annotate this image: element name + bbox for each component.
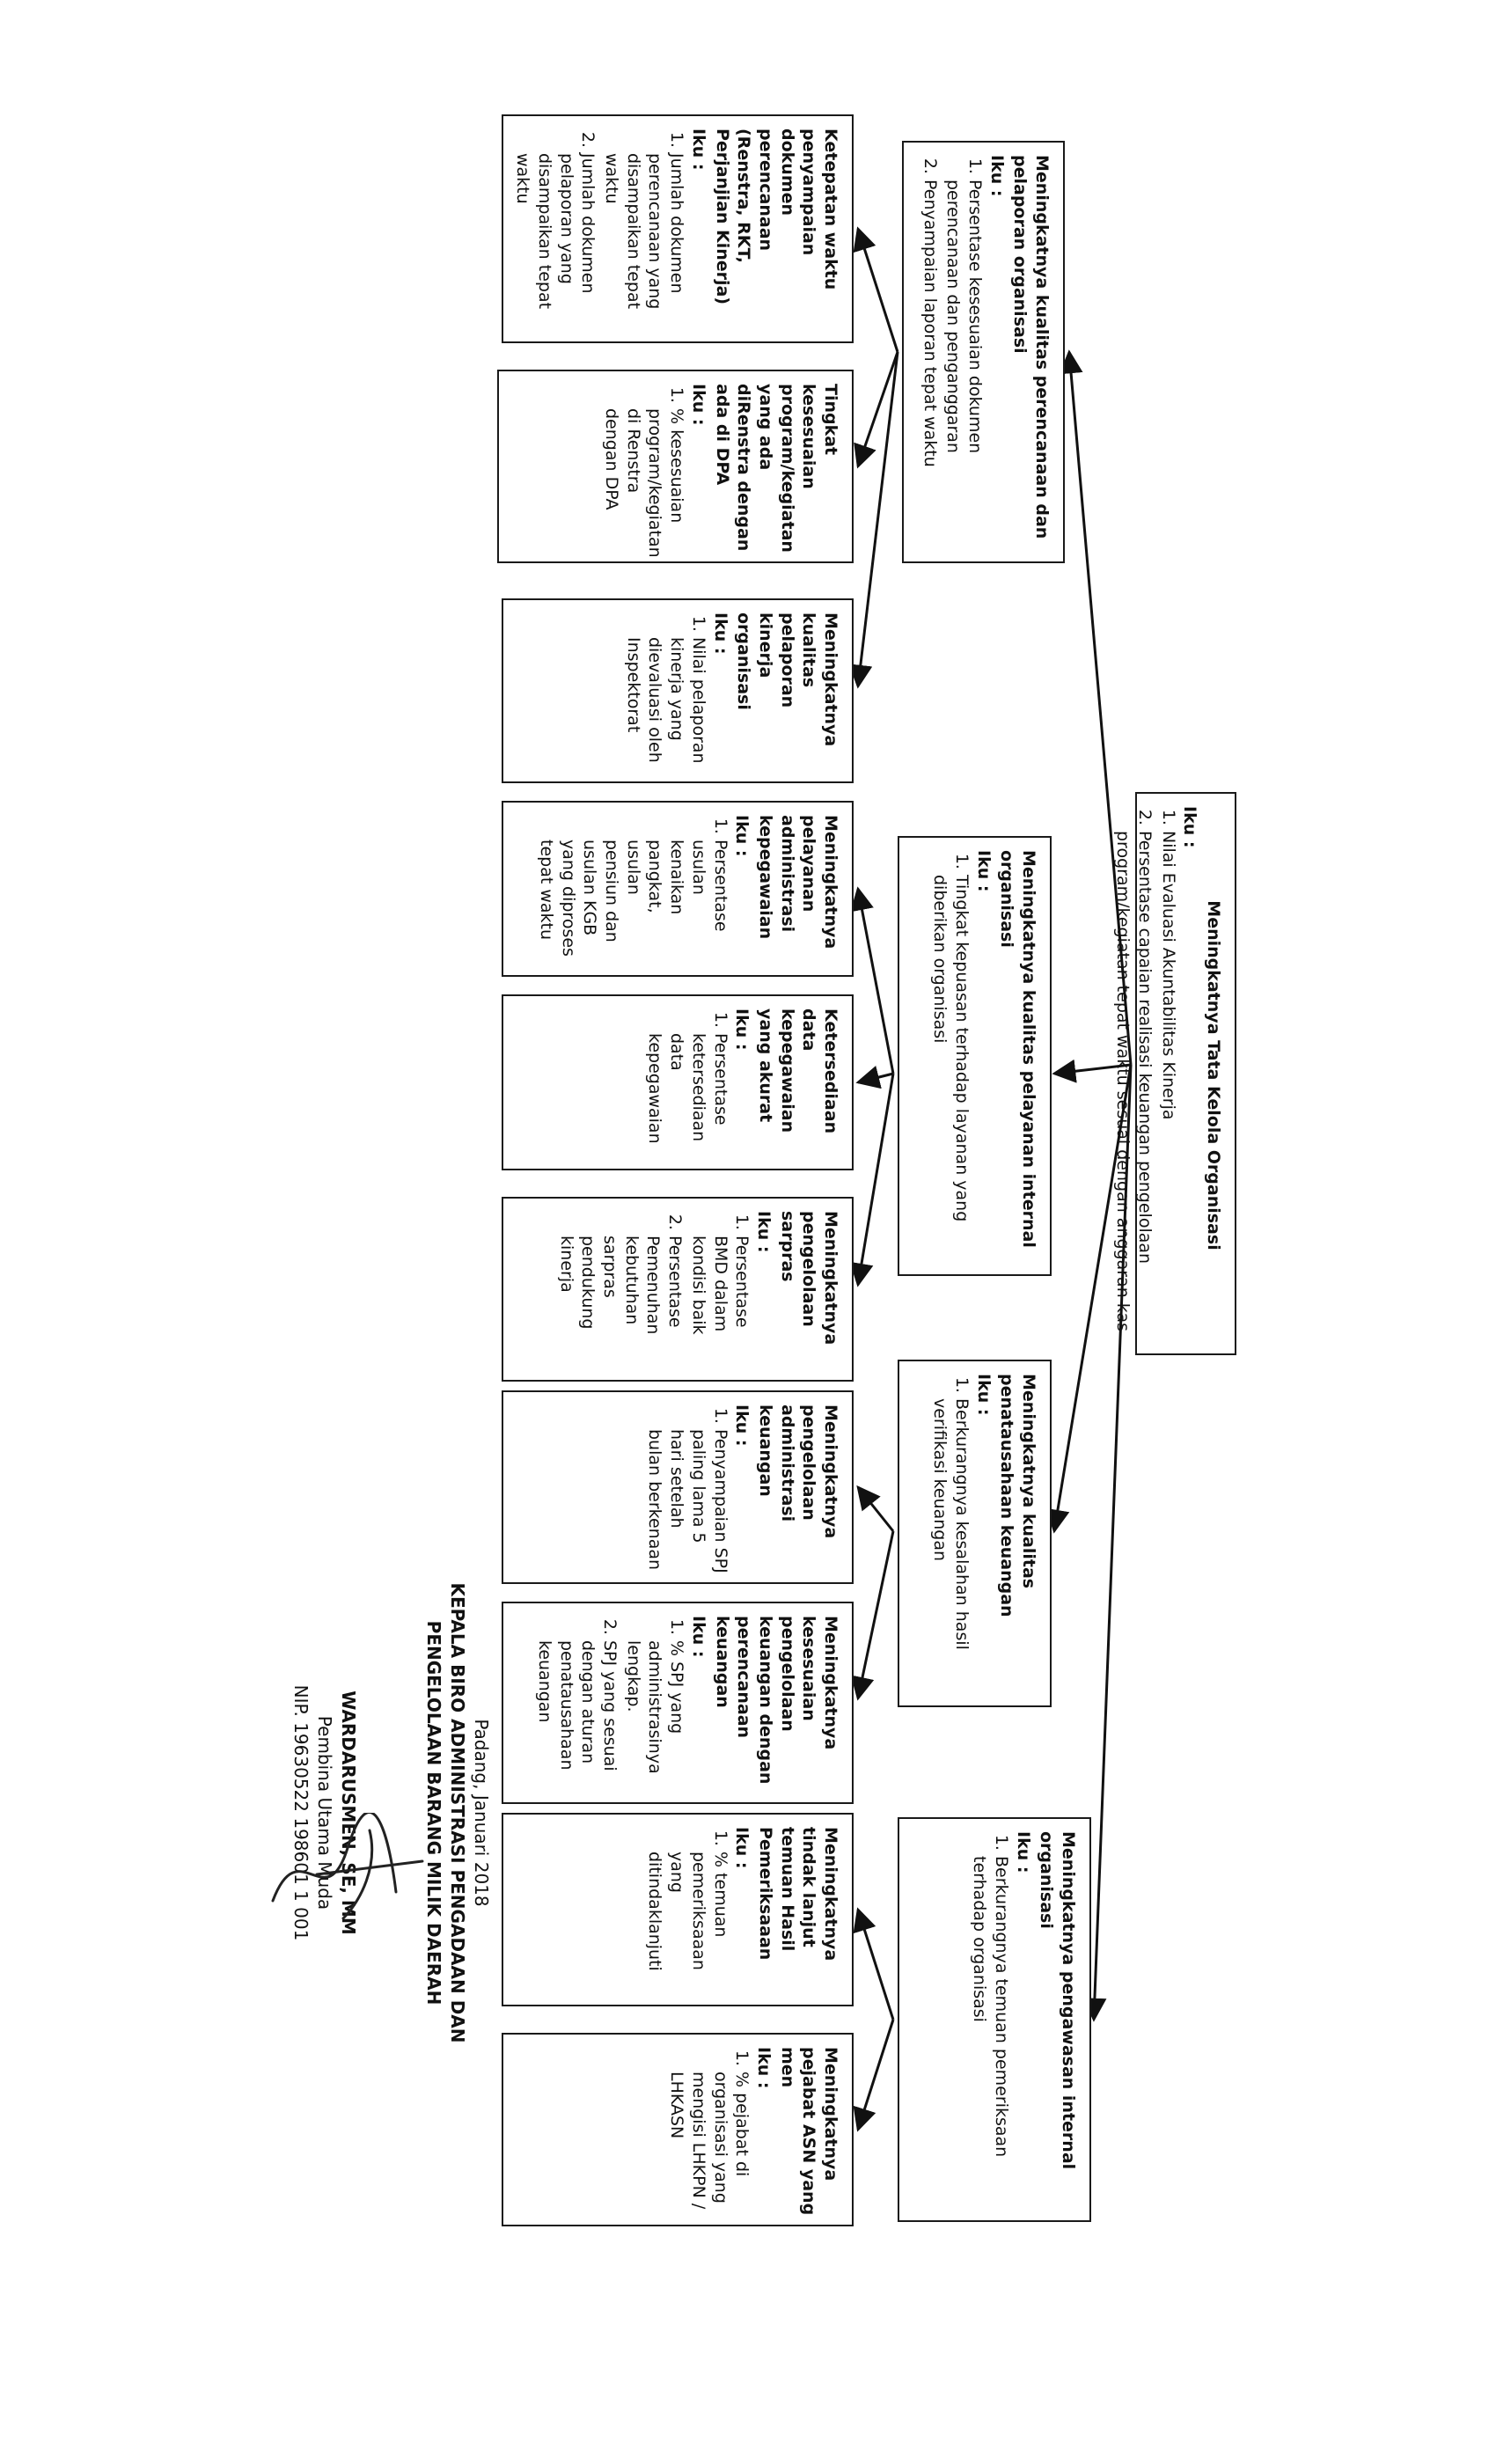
- root-iku-item: 2. Persentase capaian realisasi keuangan pengelolaan program/kegiatan tepat waktu sesuai dengan anggaran kas: [1112, 831, 1155, 1345]
- level3-iku-label: Iku :: [688, 128, 708, 171]
- arrow-keuangan-to-kesesuaian: [858, 1531, 893, 1698]
- arrow-pengawasan-to-tindaklanjut: [858, 1910, 893, 2020]
- level2-iku-label: Iku :: [1013, 1831, 1033, 1874]
- level3-box-pelaporan-kinerja: [502, 598, 854, 783]
- level3-iku-item: 1. Persentase usulan kenaikan pangkat, usulan pensiun dan usulan KGB yang diproses tepat waktu: [535, 840, 730, 966]
- level3-iku-item: 2. SPJ yang sesuai dengan aturan penatausahaan keuangan: [533, 1640, 620, 1793]
- level3-iku-list: [512, 128, 688, 333]
- level3-iku-list: [622, 612, 709, 773]
- level3-box-data-kepegawaian: [502, 994, 854, 1170]
- level2-iku-item: 1. Tingkat kepuasan terhadap layanan yang diberikan organisasi: [929, 875, 972, 1265]
- level3-iku-list: [600, 384, 687, 558]
- level2-iku-list: [929, 850, 972, 1265]
- level3-iku-list: [644, 1404, 731, 1573]
- level3-title: Meningkatnya tindak lanjut temuan Hasil Pemeriksaaan: [755, 1827, 840, 1962]
- level2-iku-label: Iku :: [973, 850, 994, 892]
- level2-title: Meningkatnya kualitas perencanaan dan pelaporan organisasi: [1010, 155, 1052, 539]
- level3-iku-label: Iku :: [688, 1616, 708, 1658]
- level3-title: Ketepatan waktu penyampaian dokumen perencanaan (Renstra, RKT, Perjanjian Kinerja): [712, 128, 840, 305]
- level3-title: Meningkatnya kualitas pelaporan kinerja organisasi: [734, 612, 840, 747]
- level3-box-administrasi-kepegawaian: [502, 801, 854, 977]
- signature-position-line1: KEPALA BIRO ADMINISTRASI PENGADAAN DAN: [447, 1582, 468, 2043]
- level3-iku-list: [533, 1616, 687, 1793]
- level2-iku-item: 2. Penyampaian laporan tepat waktu: [919, 180, 941, 553]
- root-iku-item: 1. Nilai Evaluasi Akuntabilitas Kinerja: [1157, 831, 1179, 1345]
- arrow-pelayanan-to-data: [858, 1074, 893, 1082]
- arrow-perencanaan-to-ketepatan: [858, 229, 898, 352]
- level3-title: Meningkatnya pengelolaan administrasi keuangan: [755, 1404, 840, 1539]
- root-title: Meningkatnya Tata Kelola Organisasi: [1204, 900, 1223, 1250]
- level3-iku-item: 1. % temuan pemeriksaaan yang ditindaklanjuti: [644, 1852, 731, 1996]
- level3-iku-item: 1. % pejabat di organisasi yang mengisi LHKPN / LHKASN: [666, 2072, 753, 2216]
- level2-iku-list: [929, 1374, 972, 1697]
- level3-iku-list: [644, 1827, 731, 1996]
- level3-iku-item: 1. Penyampaian SPJ paling lama 5 hari setelah bulan berkenaan: [644, 1429, 731, 1573]
- arrow-perencanaan-to-pelaporan: [858, 352, 898, 686]
- level2-box-pengawasan: [898, 1817, 1091, 2222]
- level2-iku-label: Iku :: [986, 155, 1007, 197]
- level3-iku-item: 1. Nilai pelaporan kinerja yang dievaluasi oleh Inspektorat: [622, 637, 709, 773]
- signature-rank: Pembina Utama Muda: [314, 1715, 335, 1910]
- level2-iku-item: 1. Berkurangnya kesalahan hasil verifikasi keuangan: [929, 1398, 972, 1697]
- handwritten-signature: [264, 1813, 440, 1927]
- level2-title: Meningkatnya kualitas penatausahaan keuangan: [997, 1374, 1038, 1617]
- level3-iku-label: Iku :: [732, 1404, 752, 1447]
- level3-iku-list: [535, 815, 730, 966]
- root-iku-list: [1112, 806, 1179, 1345]
- level3-title: Tingkat kesesuaian program/kegiatan yang ada diRenstra dengan ada di DPA: [712, 384, 840, 553]
- level3-box-ketepatan-waktu: [502, 114, 854, 343]
- level3-iku-item: 1. Jumlah dokumen perencanaan yang disampaikan tepat waktu: [600, 153, 687, 333]
- level3-iku-label: Iku :: [753, 2047, 774, 2089]
- arrow-pelayanan-to-kepegawaian: [858, 889, 893, 1074]
- level3-iku-list: [555, 1211, 752, 1371]
- arrow-pengawasan-to-pejabat: [858, 2020, 893, 2130]
- level3-iku-label: Iku :: [710, 612, 730, 655]
- level3-iku-label: Iku :: [732, 1827, 752, 1869]
- level3-iku-list: [666, 2047, 753, 2216]
- level3-iku-label: Iku :: [732, 1008, 752, 1051]
- level2-box-pelayanan: [898, 836, 1052, 1276]
- level3-box-administrasi-keuangan: [502, 1390, 854, 1584]
- level3-iku-label: Iku :: [688, 384, 708, 426]
- level3-iku-item: 2. Jumlah dokumen pelaporan yang disampaikan tepat waktu: [512, 153, 599, 333]
- level3-iku-item: 1. Persentase ketersediaan data kepegawaian: [644, 1033, 731, 1160]
- level3-title: Meningkatnya kesesuaian pengelolaan keuangan dengan perencanaan keuangan: [712, 1616, 840, 1785]
- signature-name: WARDARUSMEN, SE, MM: [338, 1690, 359, 1935]
- level3-box-sarpras: [502, 1197, 854, 1382]
- level2-box-perencanaan: [902, 141, 1065, 563]
- level3-iku-item: 2. Persentase Pemenuhan kebutuhan sarpras pendukung kinerja: [555, 1236, 686, 1371]
- level3-iku-list: [644, 1008, 731, 1160]
- arrow-keuangan-to-administrasi: [858, 1487, 893, 1531]
- level3-iku-label: Iku :: [732, 815, 752, 857]
- level2-iku-list: [919, 155, 986, 553]
- root-box: [1113, 792, 1236, 1355]
- level2-title: Meningkatnya kualitas pelayanan internal organisasi: [997, 850, 1038, 1248]
- signature-nip: NIP. 19630522 198601 1 001: [290, 1684, 312, 1941]
- level2-box-keuangan: [898, 1360, 1052, 1707]
- level3-title: Meningkatnya pengelolaan sarpras: [777, 1211, 840, 1346]
- level3-iku-item: 1. Persentase BMD dalam kondisi baik: [687, 1236, 752, 1371]
- level2-iku-list: [969, 1831, 1012, 2211]
- signature-place-date: Padang, Januari 2018: [471, 1719, 492, 1907]
- arrow-pelayanan-to-sarpras: [858, 1074, 893, 1285]
- level3-title: Meningkatnya pejabat ASN yang men: [777, 2047, 840, 2216]
- level3-box-tindak-lanjut: [502, 1813, 854, 2006]
- level2-title: Meningkatnya pengawasan internal organisasi: [1037, 1831, 1078, 2170]
- level2-iku-item: 1. Berkurangnya temuan pemeriksaan terhadap organisasi: [969, 1856, 1012, 2211]
- level2-iku-label: Iku :: [973, 1374, 994, 1416]
- level3-title: Ketersediaan data kepegawaian yang akurat: [755, 1008, 840, 1134]
- level3-box-pejabat-asn: [502, 2033, 854, 2226]
- level3-iku-item: 1. % SPJ yang administrasinya lengkap.: [622, 1640, 687, 1793]
- root-iku-label: Iku :: [1180, 806, 1200, 848]
- level3-iku-item: 1. % kesesuaian program/kegiatan di Renstra dengan DPA: [600, 408, 687, 553]
- signature-position-line2: PENGELOLAAN BARANG MILIK DAERAH: [423, 1620, 444, 2006]
- level3-title: Meningkatnya pelayanan administrasi kepegawaian: [755, 815, 840, 950]
- level3-box-kesesuaian-program: [497, 370, 854, 563]
- level2-iku-item: 1. Persentase kesesuaian dokumen perencanaan dan penganggaran: [942, 180, 986, 553]
- level3-iku-label: Iku :: [753, 1211, 774, 1253]
- level3-box-kesesuaian-keuangan: [502, 1602, 854, 1804]
